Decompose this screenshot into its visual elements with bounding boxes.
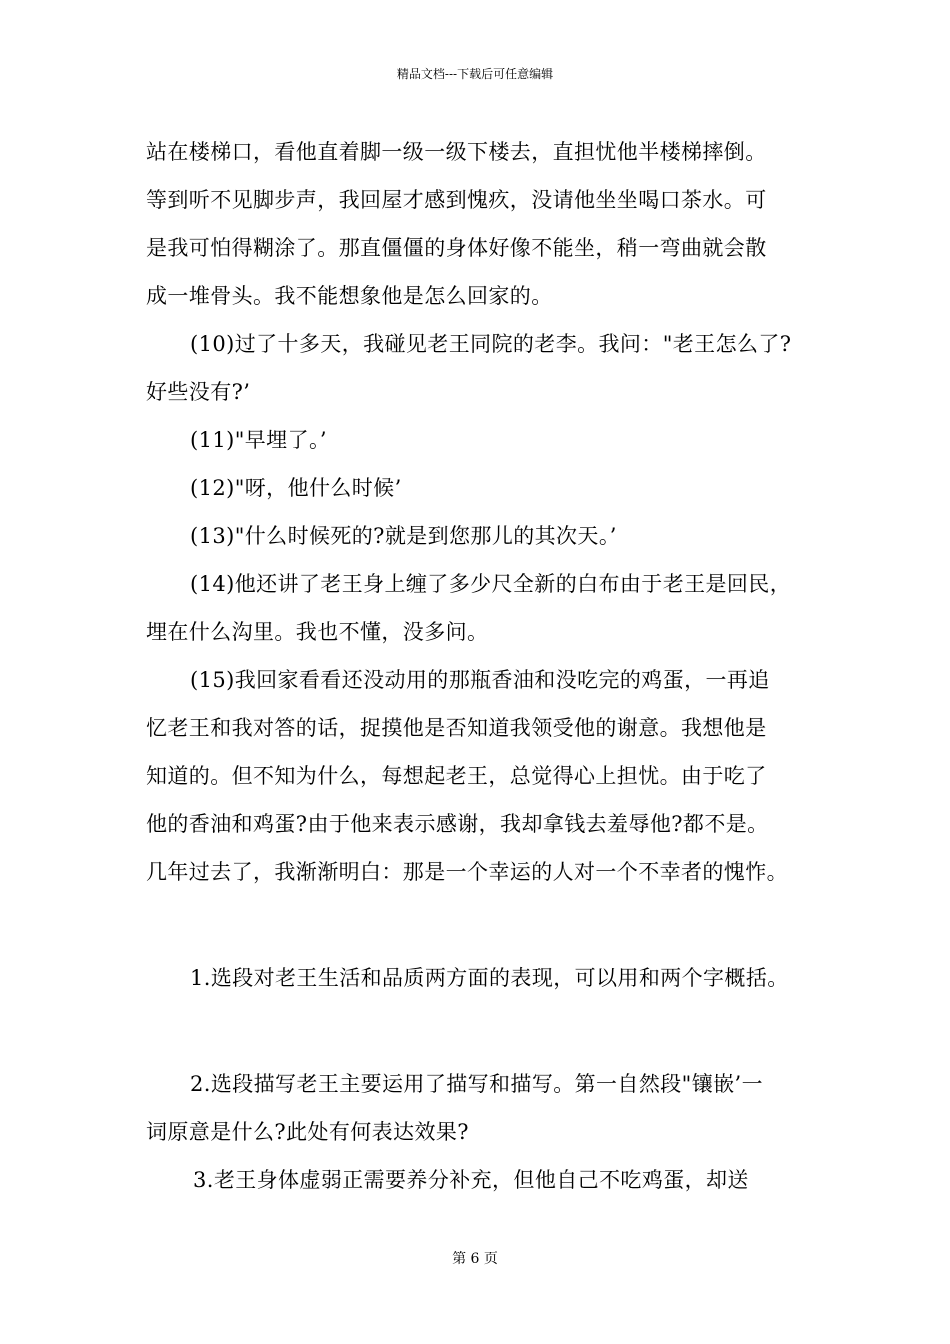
paragraph-line: 是我可怕得糊涂了。那直僵僵的身体好像不能坐，稍一弯曲就会散	[146, 236, 767, 260]
paragraph-13: (13)"什么时候死的?就是到您那儿的其次天。’	[190, 524, 617, 548]
document-body	[146, 128, 836, 1204]
question-1: 1.选段对老王生活和品质两方面的表现，可以用和两个字概括。	[190, 966, 789, 990]
paragraph-line: 好些没有?’	[146, 380, 251, 404]
paragraph-line: 几年过去了，我渐渐明白：那是一个幸运的人对一个不幸者的愧怍。	[146, 860, 788, 884]
question-3: 3.老王身体虚弱正需要养分补充，但他自己不吃鸡蛋，却送	[193, 1168, 749, 1192]
spacer	[146, 1002, 836, 1060]
paragraph-14: (14)他还讲了老王身上缠了多少尺全新的白布由于老王是回民，	[190, 572, 792, 596]
paragraph-12: (12)"呀，他什么时候’	[190, 476, 402, 500]
paragraph-10: (10)过了十多天，我碰见老王同院的老李。我问："老王怎么了?	[190, 332, 792, 356]
paragraph-line: 成一堆骨头。我不能想象他是怎么回家的。	[146, 284, 553, 308]
paragraph-line: 忆老王和我对答的话，捉摸他是否知道我领受他的谢意。我想他是	[146, 716, 767, 740]
question-2-continued: 词原意是什么?此处有何表达效果?	[146, 1120, 469, 1144]
page-header: 精品文档---下载后可任意编辑	[396, 67, 554, 81]
paragraph-11: (11)"早埋了。’	[190, 428, 327, 452]
question-2: 2.选段描写老王主要运用了描写和描写。第一自然段"镶嵌’一	[190, 1072, 763, 1096]
page-number: 第 6 页	[452, 1251, 498, 1267]
paragraph-line: 等到听不见脚步声，我回屋才感到愧疚，没请他坐坐喝口茶水。可	[146, 188, 767, 212]
paragraph-line: 知道的。但不知为什么，每想起老王，总觉得心上担忧。由于吃了	[146, 764, 767, 788]
paragraph-line: 埋在什么沟里。我也不懂，没多问。	[146, 620, 489, 644]
paragraph-line: 他的香油和鸡蛋?由于他来表示感谢，我却拿钱去羞辱他?都不是。	[146, 812, 769, 836]
paragraph-15: (15)我回家看看还没动用的那瓶香油和没吃完的鸡蛋，一再追	[190, 668, 770, 692]
paragraph-line: 站在楼梯口，看他直着脚一级一级下楼去，直担忧他半楼梯摔倒。	[146, 140, 767, 164]
spacer	[146, 896, 836, 954]
